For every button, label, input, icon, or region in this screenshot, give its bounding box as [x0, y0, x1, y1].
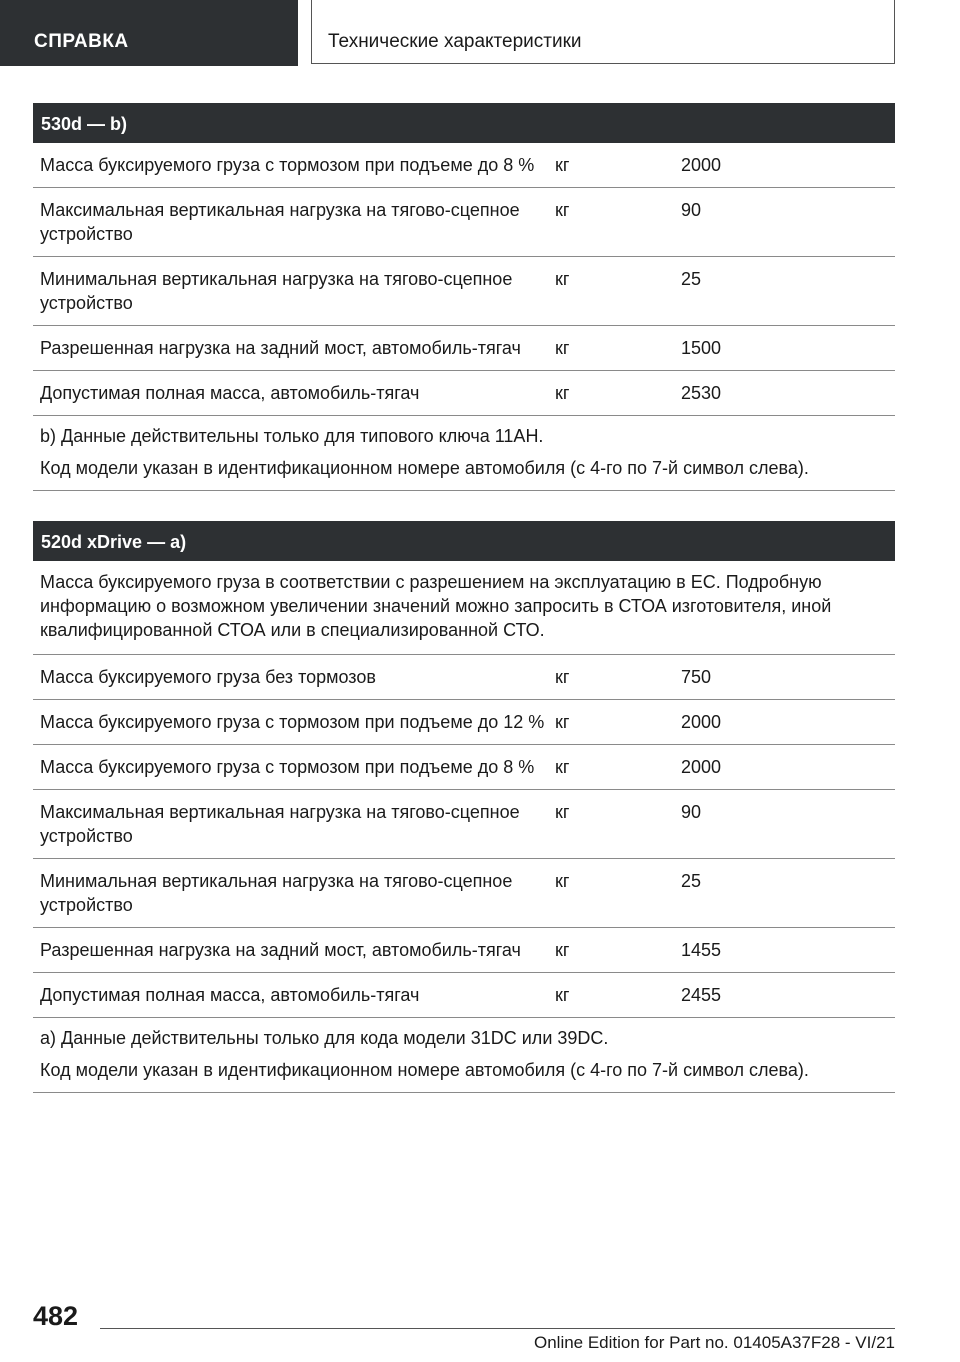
- table-row: [33, 257, 895, 326]
- section-label: СПРАВКА: [0, 0, 298, 66]
- row-value: 2000: [681, 712, 722, 732]
- row-label: Допустимая полная масса, автомобиль-тягач: [40, 985, 420, 1005]
- row-value: 90: [681, 200, 702, 220]
- footer-divider: [100, 1328, 895, 1329]
- row-value: 2455: [681, 985, 722, 1005]
- page-content: [33, 103, 895, 1093]
- spec-table-520d-xdrive: [33, 521, 895, 1093]
- table-footnotes: [33, 1018, 895, 1093]
- row-value: 1455: [681, 940, 722, 960]
- row-label: Масса буксируемого груза без тормозов: [40, 667, 376, 687]
- row-unit: кг: [555, 757, 570, 777]
- row-value: 2000: [681, 155, 722, 175]
- table-row: [33, 973, 895, 1018]
- row-value: 1500: [681, 338, 722, 358]
- table-row: [33, 790, 895, 859]
- row-label: Разрешенная нагрузка на задний мост, автомобиль-тягач: [40, 338, 521, 358]
- row-unit: кг: [555, 802, 570, 822]
- row-label: Максимальная вертикальная нагрузка на тягово-сцепное устройство: [40, 200, 520, 244]
- row-unit: кг: [555, 200, 570, 220]
- table-row: [33, 745, 895, 790]
- footnote: a) Данные действительны только для кода модели 31DC или 39DC.: [40, 1028, 609, 1048]
- table-row: [33, 655, 895, 700]
- table-footnotes: [33, 416, 895, 491]
- row-unit: кг: [555, 712, 570, 732]
- row-label: Разрешенная нагрузка на задний мост, автомобиль-тягач: [40, 940, 521, 960]
- table-heading: 530d — b): [33, 103, 895, 143]
- row-label: Масса буксируемого груза с тормозом при подъеме до 8 %: [40, 155, 535, 175]
- table-row: [33, 188, 895, 257]
- row-value: 2530: [681, 383, 722, 403]
- table-row: [33, 371, 895, 416]
- row-unit: кг: [555, 940, 570, 960]
- row-label: Допустимая полная масса, автомобиль-тягач: [40, 383, 420, 403]
- row-value: 750: [681, 667, 712, 687]
- row-label: Минимальная вертикальная нагрузка на тягово-сцепное устройство: [40, 871, 513, 915]
- table-row: [33, 700, 895, 745]
- row-unit: кг: [555, 269, 570, 289]
- row-unit: кг: [555, 155, 570, 175]
- table-row: [33, 928, 895, 973]
- row-value: 25: [681, 269, 702, 289]
- row-label: Максимальная вертикальная нагрузка на тягово-сцепное устройство: [40, 802, 520, 846]
- row-value: 90: [681, 802, 702, 822]
- table-row: [33, 143, 895, 188]
- table-heading: 520d xDrive — a): [33, 521, 895, 561]
- row-label: Минимальная вертикальная нагрузка на тягово-сцепное устройство: [40, 269, 513, 313]
- row-unit: кг: [555, 871, 570, 891]
- page-header: [0, 0, 960, 66]
- row-unit: кг: [555, 667, 570, 687]
- row-value: 25: [681, 871, 702, 891]
- model-code-note: Код модели указан в идентификационном номере автомобиля (с 4-го по 7-й символ слева).: [40, 458, 809, 478]
- table-row: [33, 859, 895, 928]
- row-unit: кг: [555, 985, 570, 1005]
- spec-table-530d: [33, 103, 895, 491]
- row-label: Масса буксируемого груза с тормозом при подъеме до 12 %: [40, 712, 545, 732]
- page-number: 482: [33, 1301, 79, 1331]
- row-value: 2000: [681, 757, 722, 777]
- table-intro: Масса буксируемого груза в соответствии с разрешением на эксплуатацию в ЕС. Подробную информацию о возможном увеличении значений можно запросить в СТОА изготовителя, иной квалифицированной СТОА или в специализированной СТО.: [33, 561, 895, 655]
- row-unit: кг: [555, 338, 570, 358]
- row-unit: кг: [555, 383, 570, 403]
- edition-note: Online Edition for Part no. 01405A37F28 - VI/21: [533, 1333, 895, 1352]
- table-row: [33, 326, 895, 371]
- model-code-note: Код модели указан в идентификационном номере автомобиля (с 4-го по 7-й символ слева).: [40, 1060, 809, 1080]
- page-title: Технические характеристики: [311, 0, 895, 64]
- row-label: Масса буксируемого груза с тормозом при подъеме до 8 %: [40, 757, 535, 777]
- footnote: b) Данные действительны только для типового ключа 11AH.: [40, 426, 544, 446]
